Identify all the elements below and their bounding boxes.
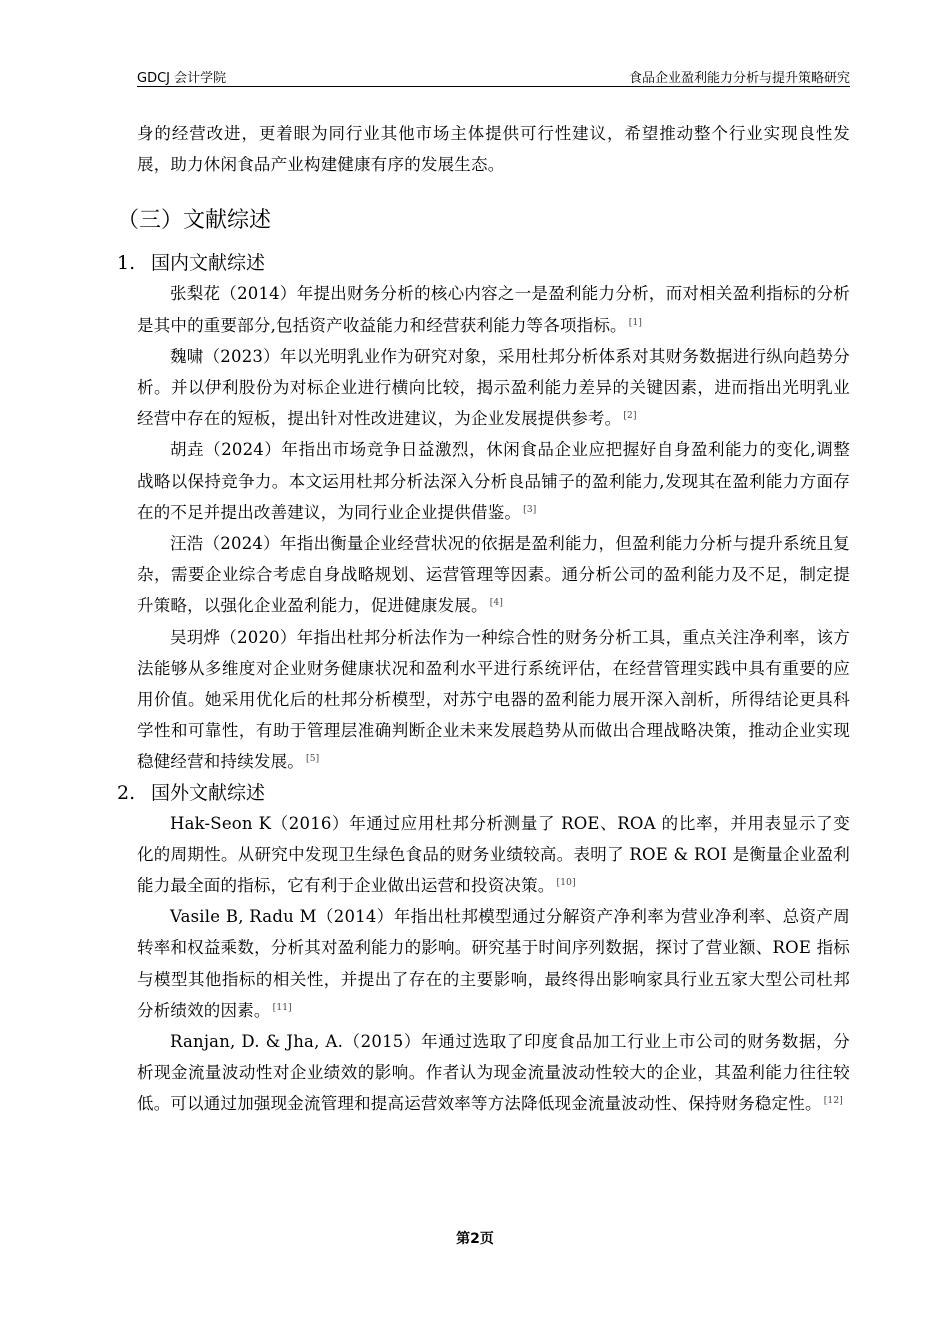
page-header xyxy=(137,64,850,87)
citation-marker: [1] xyxy=(628,317,643,328)
citation-marker: [12] xyxy=(823,1096,843,1107)
paragraph-text: Hak-Seon K（2016）年通过应用杜邦分析测量了 ROE、ROA 的比率，并用表显示了变化的周期性。从研究中发现卫生绿色食品的财务业绩较高。表明了 ROE & ROI 是衡量企业盈利能力最全面的指标，它有利于企业做出运营和投资决策。 xyxy=(137,813,850,896)
header-institution: GDCJ 会计学院 xyxy=(137,71,227,86)
paragraph-text: 吴玥烨（2020）年指出杜邦分析法作为一种综合性的财务分析工具，重点关注净利率，该方法能够从多维度对企业财务健康状况和盈利水平进行系统评估，在经营管理实践中具有重要的应用价值。她采用优化后的杜邦分析模型，对苏宁电器的盈利能力展开深入剖析，所得结论更具科学性和可靠性，有助于管理层准确判断企业未来发展趋势从而做出合理战略决策，推动企业实现稳健经营和持续发展。 xyxy=(137,627,850,772)
foreign-paragraph xyxy=(137,1026,850,1120)
foreign-paragraph xyxy=(137,808,850,902)
domestic-paragraph xyxy=(137,434,850,528)
header-paper-title: 食品企业盈利能力分析与提升策略研究 xyxy=(628,71,850,86)
domestic-heading-number: 1. xyxy=(117,252,136,275)
domestic-paragraph xyxy=(137,278,850,340)
paragraph-text: 汪浩（2024）年指出衡量企业经营状况的依据是盈利能力，但盈利能力分析与提升系统且复杂，需要企业综合考虑自身战略规划、运营管理等因素。通分析公司的盈利能力及不足，制定提升策略，以强化企业盈利能力，促进健康发展。 xyxy=(137,534,850,616)
foreign-heading-title: 国外文献综述 xyxy=(151,781,266,804)
domestic-paragraph xyxy=(137,528,850,622)
citation-marker: [5] xyxy=(306,754,320,765)
domestic-paragraph xyxy=(137,622,850,778)
section-title: （三）文献综述 xyxy=(117,208,272,234)
citation-marker: [4] xyxy=(489,598,504,609)
paragraph-text: Vasile B, Radu M（2014）年指出杜邦模型通过分解资产净利率为营业净利率、总资产周转率和权益乘数，分析其对盈利能力的影响。研究基于时间序列数据，探讨了营业额、ROE 指标与模型其他指标的相关性，并提出了存在的主要影响，最终得出影响家具行业五家大型公司杜邦分析绩效的因素。 xyxy=(137,907,850,1020)
citation-marker: [10] xyxy=(556,878,576,889)
domestic-heading-title: 国内文献综述 xyxy=(151,252,266,275)
foreign-heading xyxy=(117,778,850,808)
paragraph-text: 张梨花（2014）年提出财务分析的核心内容之一是盈利能力分析，而对相关盈利指标的分析是其中的重要部分,包括资产收益能力和经营获利能力等各项指标。 xyxy=(137,284,850,335)
citation-marker: [11] xyxy=(272,1002,292,1013)
citation-marker: [3] xyxy=(523,504,537,515)
paragraph-text: 魏啸（2023）年以光明乳业作为研究对象，采用杜邦分析体系对其财务数据进行纵向趋势分析。并以伊利股份为对标企业进行横向比较，揭示盈利能力差异的关键因素，进而指出光明乳业经营中存在的短板，提出针对性改进建议，为企业发展提供参考。 xyxy=(137,346,850,429)
page-content xyxy=(117,118,850,1120)
foreign-paragraph xyxy=(137,901,850,1026)
domestic-paragraph xyxy=(137,341,850,435)
paragraph-text: Ranjan, D. & Jha, A.（2015）年通过选取了印度食品加工行业上市公司的财务数据，分析现金流量波动性对企业绩效的影响。作者认为现金流量波动性较大的企业，其盈利能力往往较低。可以通过加强现金流管理和提高运营效率等方法降低现金流量波动性、保持财务稳定性。 xyxy=(137,1032,850,1114)
foreign-heading-number: 2. xyxy=(117,781,136,804)
paragraph-text: 胡垚（2024）年指出市场竞争日益激烈，休闲食品企业应把握好自身盈利能力的变化,调整战略以保持竞争力。本文运用杜邦分析法深入分析良品铺子的盈利能力,发现其在盈利能力方面存在的不足并提出改善建议，为同行业企业提供借鉴。 xyxy=(137,440,850,522)
intro-tail-paragraph: 身的经营改进，更着眼为同行业其他市场主体提供可行性建议，希望推动整个行业实现良性发展，助力休闲食品产业构建健康有序的发展生态。 xyxy=(137,124,850,175)
citation-marker: [2] xyxy=(623,411,637,422)
domestic-heading xyxy=(117,248,850,278)
page-number: 第2页 xyxy=(456,1231,494,1247)
